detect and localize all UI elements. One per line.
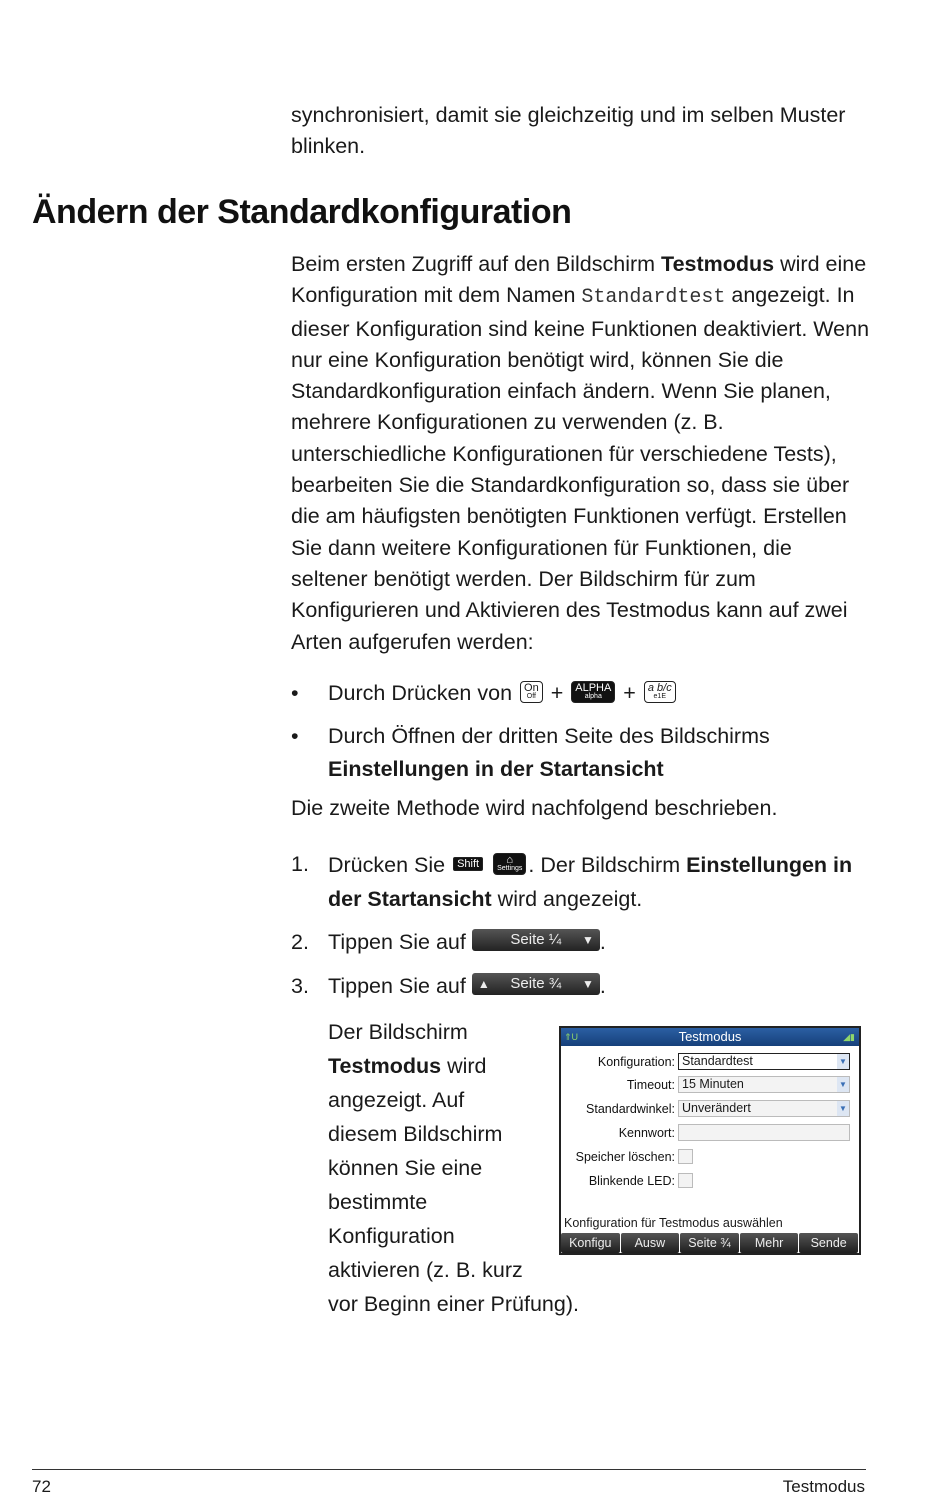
- step-2-period: .: [599, 930, 606, 954]
- step-number-1: 1.: [291, 852, 309, 876]
- speicher-loeschen-checkbox[interactable]: [678, 1149, 693, 1164]
- bullet-1-text: Durch Drücken von: [328, 681, 513, 705]
- dropdown-arrow-icon: ▼: [837, 1101, 849, 1116]
- row-standardwinkel: [561, 1099, 859, 1119]
- step-number-3: 3.: [291, 974, 309, 998]
- bullet-2-bold: Einstellungen in der Startansicht: [328, 757, 664, 781]
- desc-line-1: Der Bildschirm: [328, 1020, 468, 1044]
- section-heading: Ändern der Standardkonfiguration: [32, 193, 572, 231]
- shift-key-icon: Shift: [453, 857, 483, 871]
- screen-title-bar: [561, 1028, 859, 1046]
- desc-line-8: aktivieren (z. B. kurz: [328, 1258, 523, 1282]
- step-3: [328, 970, 868, 1003]
- blinkende-led-label: Blinkende LED:: [588, 1174, 675, 1188]
- page-down-arrow-icon: ▼: [581, 977, 594, 992]
- timeout-select[interactable]: 15 Minuten ▼: [678, 1076, 850, 1093]
- step-1-bold: Einstellungen in der Startansicht: [328, 853, 853, 911]
- body-paragraph-2: Die zweite Methode wird nachfolgend beschrieben.: [291, 796, 778, 820]
- blinkende-led-checkbox[interactable]: [678, 1173, 693, 1188]
- para1-text-c: wird eine Konfiguration mit dem Namen: [291, 252, 867, 308]
- menu-ausw[interactable]: Ausw: [621, 1233, 680, 1253]
- bullet-item-1: [328, 677, 868, 710]
- chapter-title: Testmodus: [782, 1477, 865, 1496]
- row-konfiguration: [561, 1052, 859, 1072]
- page-up-arrow-icon: ▲: [477, 977, 490, 992]
- home-settings-key-icon: ⌂ Settings: [493, 853, 526, 875]
- bullet-2-text: Durch Öffnen der dritten Seite des Bildschirms: [328, 724, 770, 748]
- para1-text-a: Beim ersten Zugriff auf den Bildschirm: [291, 252, 662, 276]
- konfiguration-select[interactable]: Standardtest ▼: [678, 1053, 850, 1070]
- menu-seite[interactable]: Seite ¾: [680, 1233, 739, 1253]
- plus-sign-1: +: [550, 681, 564, 705]
- desc-line-2: Testmodus wird: [328, 1054, 487, 1078]
- help-text: Konfiguration für Testmodus auswählen: [564, 1216, 783, 1230]
- seite-1-4-button[interactable]: Seite ¼ ▼: [472, 929, 600, 951]
- testmodus-screen: [559, 1026, 861, 1255]
- timeout-label: Timeout:: [626, 1078, 675, 1092]
- alpha-key-icon: ALPHA alpha: [571, 681, 615, 703]
- page-number: 72: [32, 1477, 51, 1496]
- page-down-arrow-icon: ▼: [581, 933, 594, 948]
- row-timeout: [561, 1075, 859, 1095]
- step-3-text: Tippen Sie auf: [328, 974, 466, 998]
- row-speicher-loeschen: [561, 1147, 859, 1167]
- row-kennwort: [561, 1123, 859, 1143]
- step-1-text-b: . Der Bildschirm: [528, 853, 687, 877]
- bullet-marker-1: •: [291, 681, 299, 705]
- dropdown-arrow-icon: ▼: [837, 1054, 849, 1069]
- kennwort-label: Kennwort:: [618, 1126, 675, 1140]
- kennwort-field[interactable]: [678, 1124, 850, 1141]
- step-2-text: Tippen Sie auf: [328, 930, 466, 954]
- intro-line-2: blinken.: [291, 134, 366, 158]
- angle-indicator-icon: ⇑U: [564, 1032, 579, 1042]
- menu-konfigu[interactable]: Konfigu: [561, 1233, 620, 1253]
- step-3-period: .: [599, 974, 606, 998]
- step-2: [328, 926, 868, 959]
- screen-title: Testmodus: [678, 1029, 742, 1044]
- menu-sende[interactable]: Sende: [799, 1233, 858, 1253]
- bullet-item-2: [328, 720, 868, 786]
- step-1-text-c: wird angezeigt.: [491, 887, 643, 911]
- desc-line-5: können Sie eine: [328, 1156, 483, 1180]
- fraction-key-icon: a b/c e1E: [644, 681, 676, 703]
- plus-sign-2: +: [623, 681, 636, 705]
- desc-line-4: diesem Bildschirm: [328, 1122, 503, 1146]
- desc-line-6: bestimmte: [328, 1190, 428, 1214]
- step-number-2: 2.: [291, 930, 309, 954]
- body-paragraph-1: [291, 249, 871, 658]
- bullet-marker-2: •: [291, 724, 299, 748]
- intro-line-1: synchronisiert, damit sie gleichzeitig und im selben Muster: [291, 103, 846, 127]
- step-1: [328, 848, 868, 916]
- para1-bold-testmodus: Testmodus: [661, 252, 775, 276]
- para1-code-standardtest: Standardtest: [581, 286, 726, 310]
- row-blinkende-led: [561, 1171, 859, 1191]
- dropdown-arrow-icon: ▼: [837, 1077, 849, 1092]
- step-3-description: [328, 1015, 579, 1321]
- step-1-text-a: Drücken Sie: [328, 853, 446, 877]
- battery-icon: ◢▮: [843, 1032, 855, 1042]
- standardwinkel-select[interactable]: Unverändert ▼: [678, 1100, 850, 1117]
- footer-divider: [32, 1469, 866, 1470]
- para1-text-d: angezeigt. In dieser Konfiguration sind keine Funktionen deaktiviert. Wenn nur eine Konfiguration benötigt wird, können Sie die Standardkonfiguration einfach ändern. Wenn Sie planen, mehrere Konfigurationen zu verwenden (z. B. unterschiedliche Konfigurationen für verschiedene Tests), bearbeiten Sie die Standardkonfiguration so, dass sie über die am häufigsten benötigten Funktionen verfügt. Erstellen Sie dann weitere Konfigurationen für Funktionen, die seltener benötigt werden. Der Bildschirm für zum Konfigurieren und Aktivieren des Testmodus kann auf zwei Arten aufgerufen werden:: [291, 283, 870, 654]
- standardwinkel-label: Standardwinkel:: [586, 1102, 675, 1116]
- desc-line-3: angezeigt. Auf: [328, 1088, 465, 1112]
- seite-3-4-button[interactable]: ▲ Seite ¾ ▼: [472, 973, 600, 995]
- konfiguration-label: Konfiguration:: [597, 1055, 675, 1069]
- menu-mehr[interactable]: Mehr: [740, 1233, 799, 1253]
- on-off-key-icon: On Off: [520, 681, 543, 703]
- desc-line-7: Konfiguration: [328, 1224, 455, 1248]
- softkey-menu: [561, 1233, 859, 1253]
- speicher-loeschen-label: Speicher löschen:: [575, 1150, 675, 1164]
- desc-line-9: vor Beginn einer Prüfung).: [328, 1292, 579, 1316]
